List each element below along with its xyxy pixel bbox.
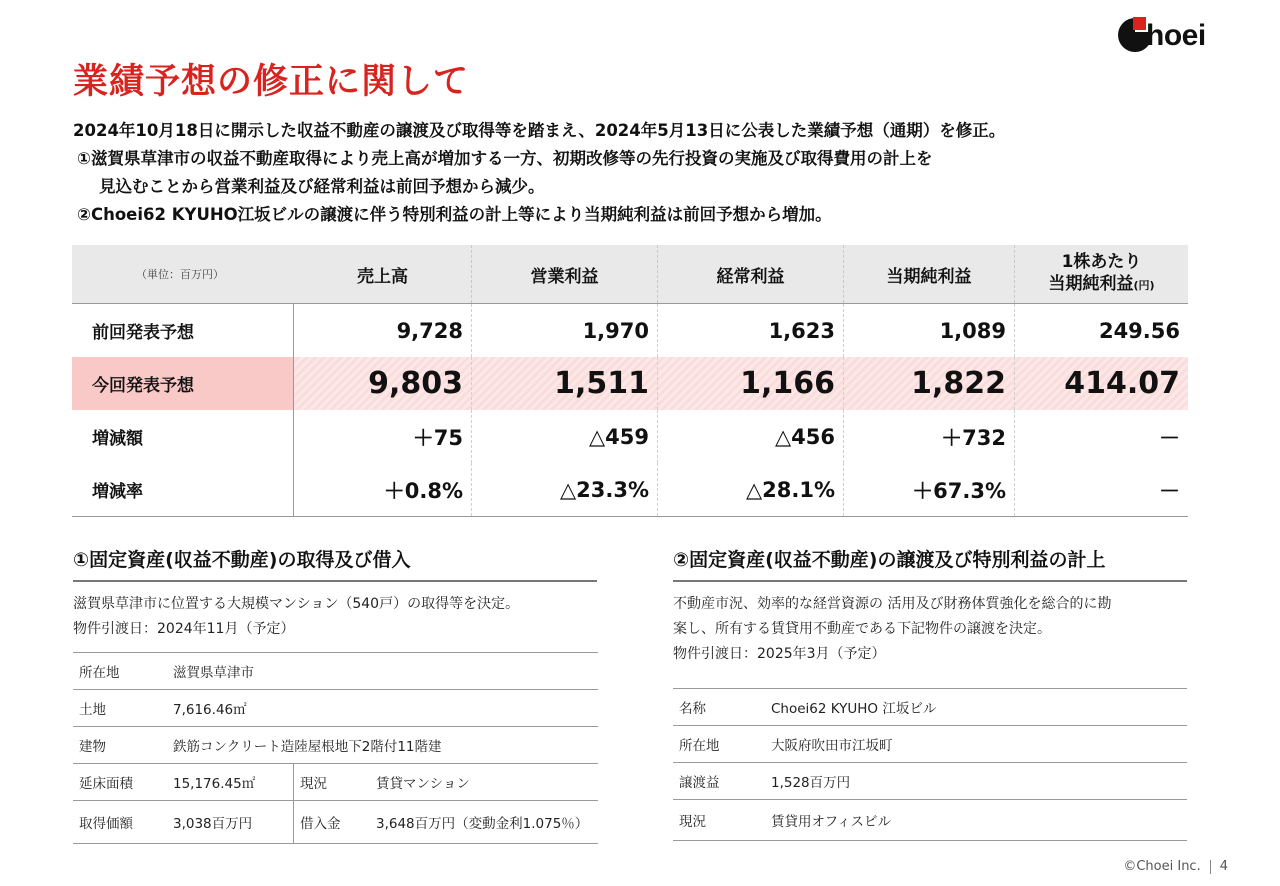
- table-row: [72, 410, 1188, 463]
- intro-bullet-1: ①滋賀県草津市の収益不動産取得により売上高が増加する一方、初期改修等の先行投資の実施及び取得費用の計上を: [77, 149, 933, 168]
- table-cell: 1,970: [472, 304, 658, 357]
- footer-divider: [1210, 860, 1211, 874]
- table-cell: 9,803: [294, 357, 472, 410]
- table-row: [72, 304, 1188, 357]
- table-key: 所在地: [73, 653, 167, 690]
- table-key: 延床面積: [73, 764, 167, 801]
- table-key: 土地: [73, 690, 167, 727]
- table-cell: 9,728: [294, 304, 472, 357]
- disposal-table: [673, 688, 1187, 841]
- row-label: 前回発表予想: [72, 304, 294, 357]
- header-eps: [1015, 245, 1188, 303]
- table-row: [73, 727, 598, 764]
- table-row: [73, 801, 598, 844]
- table-key: 名称: [673, 689, 765, 726]
- table-cell: △28.1%: [658, 463, 844, 516]
- header-eps-line2: 当期純利益: [1048, 274, 1134, 294]
- table-row: [673, 726, 1187, 763]
- table-value: Choei62 KYUHO 江坂ビル: [765, 689, 1187, 726]
- table-row: [673, 689, 1187, 726]
- header-operating-profit: 営業利益: [472, 245, 658, 303]
- footer: [1123, 859, 1228, 874]
- table-cell: △23.3%: [472, 463, 658, 516]
- table-key: 建物: [73, 727, 167, 764]
- row-label: 増減率: [72, 463, 294, 516]
- table-cell: 1,623: [658, 304, 844, 357]
- table-row-highlighted: [72, 357, 1188, 410]
- acquisition-table: [73, 652, 598, 844]
- section2-title: ②固定資産(収益不動産)の譲渡及び特別利益の計上: [673, 545, 1187, 582]
- table-value: 7,616.46㎡: [167, 690, 598, 727]
- table-value: 大阪府吹田市江坂町: [765, 726, 1187, 763]
- row-label: 増減額: [72, 410, 294, 463]
- table-row: [73, 764, 598, 801]
- table-cell: 414.07: [1064, 366, 1180, 401]
- page-number: 4: [1219, 859, 1228, 874]
- forecast-header-row: [72, 245, 1188, 303]
- table-cell: △459: [472, 410, 658, 463]
- table-key: 借入金: [294, 801, 371, 844]
- intro-bullet-2: ②Choei62 KYUHO江坂ビルの譲渡に伴う特別利益の計上等により当期純利益は前回予想から増加。: [77, 205, 832, 224]
- forecast-body: [72, 303, 1188, 517]
- table-cell: ＋67.3%: [844, 463, 1015, 516]
- table-value: 3,648百万円（変動金利1.075％）: [370, 801, 598, 844]
- table-cell: ＋732: [844, 410, 1015, 463]
- table-cell: 249.56: [1098, 318, 1180, 343]
- intro-text: [73, 117, 1193, 229]
- copyright: ©Choei Inc.: [1123, 859, 1201, 874]
- section1-text: [73, 592, 603, 642]
- intro-bullet-1-cont: 見込むことから営業利益及び経常利益は前回予想から減少。: [99, 177, 545, 196]
- header-eps-unit: (円): [1133, 279, 1155, 292]
- header-eps-line1: 1株あたり: [1061, 252, 1142, 272]
- table-row: [73, 690, 598, 727]
- table-key: 譲渡益: [673, 763, 765, 800]
- table-value: 賃貸用オフィスビル: [765, 800, 1187, 841]
- table-value: 賃貸マンション: [370, 764, 598, 801]
- table-cell: 1,089: [844, 304, 1015, 357]
- unit-label: （単位：百万円）: [136, 268, 224, 281]
- table-cell: ＋0.8%: [294, 463, 472, 516]
- table-value: 滋賀県草津市: [167, 653, 598, 690]
- table-key: 取得価額: [73, 801, 167, 844]
- table-value: 3,038百万円: [167, 801, 294, 844]
- section1-title: ①固定資産(収益不動産)の取得及び借入: [73, 545, 597, 582]
- header-net-income: 当期純利益: [844, 245, 1015, 303]
- section1-text-line: 物件引渡日：2024年11月（予定）: [73, 621, 295, 637]
- table-row: [73, 653, 598, 690]
- table-cell: △456: [658, 410, 844, 463]
- table-key: 現況: [673, 800, 765, 841]
- logo-text: hoei: [1146, 19, 1206, 52]
- table-value: 鉄筋コンクリート造陸屋根地下2階付11階建: [167, 727, 598, 764]
- section2-text-line: 案し、所有する賃貸用不動産である下記物件の譲渡を決定。: [673, 621, 1051, 637]
- table-cell: 1,511: [472, 357, 658, 410]
- intro-line: 2024年10月18日に開示した収益不動産の譲渡及び取得等を踏まえ、2024年5月13日に公表した業績予想（通期）を修正。: [73, 121, 1006, 140]
- header-sales: 売上高: [294, 245, 472, 303]
- section2-text-line: 不動産市況、効率的な経営資源の 活用及び財務体質強化を総合的に勘: [673, 596, 1112, 612]
- table-row: [673, 800, 1187, 841]
- table-value: 1,528百万円: [765, 763, 1187, 800]
- table-row: [673, 763, 1187, 800]
- section1-text-line: 滋賀県草津市に位置する大規模マンション（540戸）の取得等を決定。: [73, 596, 520, 612]
- section2-text-line: 物件引渡日：2025年3月（予定）: [673, 646, 886, 662]
- page-title: 業績予想の修正に関して: [73, 62, 470, 102]
- table-cell: ＋75: [294, 410, 472, 463]
- header-ordinary-profit: 経常利益: [658, 245, 844, 303]
- table-cell: －: [1159, 425, 1180, 450]
- table-cell: 1,166: [658, 357, 844, 410]
- table-key: 現況: [294, 764, 371, 801]
- table-key: 所在地: [673, 726, 765, 763]
- table-cell: 1,822: [844, 357, 1015, 410]
- section2-text: [673, 592, 1193, 667]
- table-row: [72, 463, 1188, 516]
- table-cell: －: [1159, 478, 1180, 503]
- row-label: 今回発表予想: [72, 357, 294, 410]
- forecast-table: [72, 245, 1188, 517]
- table-value: 15,176.45㎡: [167, 764, 294, 801]
